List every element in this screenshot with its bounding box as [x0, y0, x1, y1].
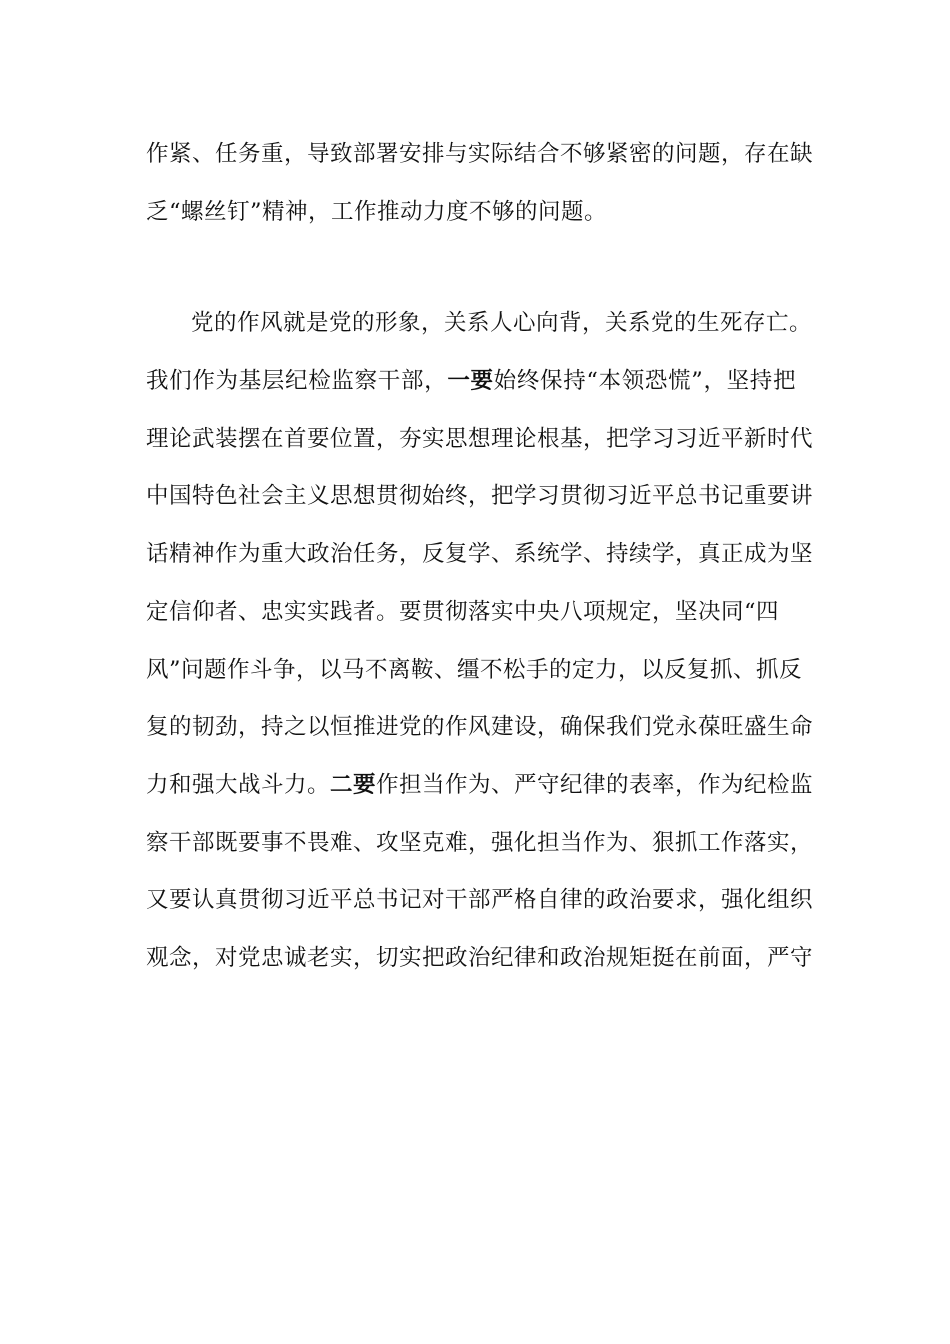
paragraph-line-9: 风”问题作斗争，以马不离鞍、缰不松手的定力，以反复抓、抓反 — [146, 656, 803, 683]
paragraph-line-8: 定信仰者、忠实实践者。要贯彻落实中央八项规定，坚决同“四 — [146, 598, 780, 625]
emphasis-text: 二要 — [330, 771, 377, 798]
paragraph-line-12: 察干部既要事不畏难、攻坚克难，强化担当作为、狠抓工作落实， — [146, 829, 814, 856]
line-text: 始终保持“本领恐慌”，坚持把 — [493, 368, 796, 395]
line-text: 力和强大战斗力。 — [146, 771, 331, 798]
paragraph-line-6: 中国特色社会主义思想贯彻始终，把学习贯彻习近平总书记重要讲 — [146, 483, 814, 510]
emphasis-text: 一要 — [447, 368, 494, 395]
paragraph-line-10: 复的韧劲，持之以恒推进党的作风建设，确保我们党永葆旺盛生命 — [146, 714, 814, 741]
paragraph-spacer — [146, 241, 796, 295]
paragraph-line-5: 理论武装摆在首要位置，夯实思想理论根基，把学习习近平新时代 — [146, 425, 814, 452]
paragraph-line-7: 话精神作为重大政治任务，反复学、系统学、持续学，真正成为坚 — [146, 541, 814, 568]
paragraph-line-1: 作紧、任务重，导致部署安排与实际结合不够紧密的问题，存在缺 — [146, 141, 814, 167]
paragraph-line-2: 乏“螺丝钉”精神，工作推动力度不够的问题。 — [146, 198, 608, 225]
document-body — [146, 126, 814, 988]
paragraph-line-3: 党的作风就是党的形象，关系人心向背，关系党的生死存亡。 — [191, 310, 813, 337]
paragraph-line-13: 又要认真贯彻习近平总书记对干部严格自律的政治要求，强化组织 — [146, 887, 814, 914]
paragraph-line-11 — [146, 757, 814, 815]
line-text: 我们作为基层纪检监察干部， — [146, 368, 448, 395]
line-text: 作担当作为、严守纪律的表率，作为纪检监 — [376, 771, 814, 798]
paragraph-line-14: 观念，对党忠诚老实，切实把政治纪律和政治规矩挺在前面，严守 — [146, 944, 814, 971]
paragraph-line-4 — [146, 353, 796, 411]
